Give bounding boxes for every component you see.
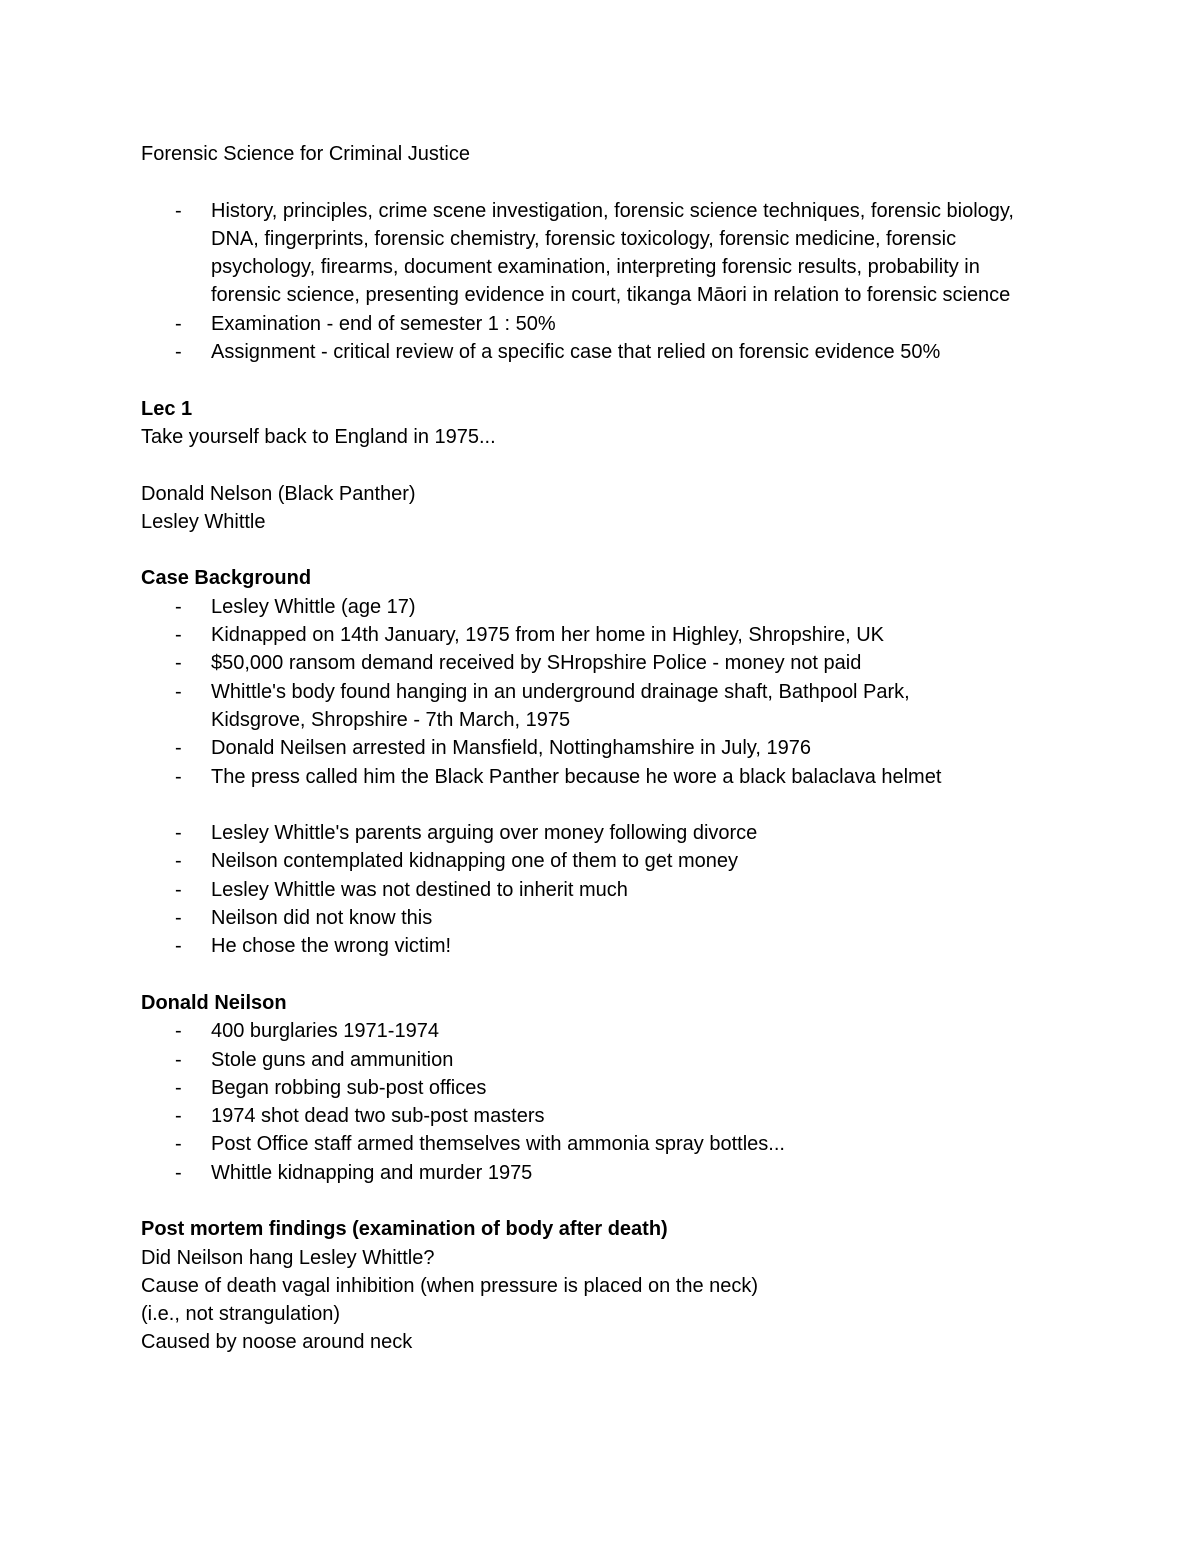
list-item-text: - Lesley Whittle (age 17)	[211, 595, 416, 618]
list-item	[141, 1102, 1061, 1130]
list-item-text: - Kidnapped on 14th January, 1975 from her home in Highley, Shropshire, UK	[211, 624, 884, 647]
list-item	[141, 1130, 1061, 1158]
list-item	[141, 621, 1061, 649]
list-item-text: - He chose the wrong victim!	[211, 935, 452, 958]
list-item	[141, 1046, 1061, 1074]
course-overview-list	[141, 197, 1061, 367]
case-background-heading: Case Background	[141, 567, 312, 590]
list-item	[141, 338, 1061, 366]
list-item	[141, 904, 1061, 932]
donald-neilson-heading: Donald Neilson	[141, 991, 287, 1014]
post-mortem-line: (i.e., not strangulation)	[141, 1303, 340, 1326]
list-item-text: - Began robbing sub-post offices	[211, 1076, 487, 1099]
list-item-text: - 400 burglaries 1971-1974	[211, 1020, 439, 1043]
list-item	[141, 197, 1061, 310]
list-item	[141, 593, 1061, 621]
list-item-text: - The press called him the Black Panther because he wore a black balaclava helmet	[211, 765, 942, 788]
list-item	[141, 819, 1061, 847]
list-item-text: - Examination - end of semester 1 : 50%	[211, 312, 556, 335]
list-item	[141, 734, 1061, 762]
list-item	[141, 1159, 1061, 1187]
post-mortem-line: Cause of death vagal inhibition (when pressure is placed on the neck)	[141, 1274, 759, 1297]
list-item	[141, 763, 1061, 791]
spacer	[141, 536, 1061, 564]
list-item-text: - Lesley Whittle was not destined to inherit much	[211, 878, 628, 901]
spacer	[141, 168, 1061, 196]
case-background-list	[141, 593, 1061, 791]
spacer	[141, 366, 1061, 394]
list-item-text: - $50,000 ransom demand received by SHropshire Police - money not paid	[211, 652, 862, 675]
spacer	[141, 961, 1061, 989]
list-item-text: - Post Office staff armed themselves with ammonia spray bottles...	[211, 1133, 785, 1156]
list-item	[141, 310, 1061, 338]
list-item-text: - History, principles, crime scene investigation, forensic science techniques, forensic biology, DNA, fingerprints, forensic chemistry, forensic toxicology, forensic medicine, forensic psychology, firearms, document examination, interpreting forensic results, probability in forensic science, presenting evidence in court, tikanga Māori in relation to forensic science	[211, 199, 1014, 307]
spacer	[141, 1187, 1061, 1215]
spacer	[141, 451, 1061, 479]
list-item	[141, 678, 1061, 735]
list-item-text: - Neilson contemplated kidnapping one of them to get money	[211, 850, 739, 873]
list-item-text: - Lesley Whittle's parents arguing over money following divorce	[211, 822, 758, 845]
list-item	[141, 1074, 1061, 1102]
case-background-list-2	[141, 819, 1061, 960]
lec1-intro: Take yourself back to England in 1975...	[141, 425, 496, 448]
list-item	[141, 876, 1061, 904]
post-mortem-line: Did Neilson hang Lesley Whittle?	[141, 1246, 435, 1269]
post-mortem-line: Caused by noose around neck	[141, 1331, 413, 1354]
list-item-text: - Stole guns and ammunition	[211, 1048, 454, 1071]
list-item	[141, 1017, 1061, 1045]
document-title: Forensic Science for Criminal Justice	[141, 143, 470, 165]
list-item-text: - Donald Neilsen arrested in Mansfield, Nottinghamshire in July, 1976	[211, 737, 811, 760]
list-item-text: - Assignment - critical review of a specific case that relied on forensic evidence 50%	[211, 341, 941, 364]
list-item-text: - 1974 shot dead two sub-post masters	[211, 1105, 545, 1128]
list-item	[141, 847, 1061, 875]
list-item-text: - Whittle kidnapping and murder 1975	[211, 1161, 533, 1184]
lec1-heading: Lec 1	[141, 397, 193, 420]
name-line: Donald Nelson (Black Panther)	[141, 482, 416, 505]
donald-neilson-list	[141, 1017, 1061, 1187]
list-item	[141, 649, 1061, 677]
list-item	[141, 932, 1061, 960]
document-page	[141, 140, 1061, 1357]
list-item-text: - Neilson did not know this	[211, 907, 433, 930]
post-mortem-heading: Post mortem findings (examination of body after death)	[141, 1218, 668, 1241]
name-line: Lesley Whittle	[141, 510, 266, 533]
list-item-text: - Whittle's body found hanging in an underground drainage shaft, Bathpool Park, Kidsgrove, Shropshire - 7th March, 1975	[211, 680, 910, 731]
spacer	[141, 791, 1061, 819]
